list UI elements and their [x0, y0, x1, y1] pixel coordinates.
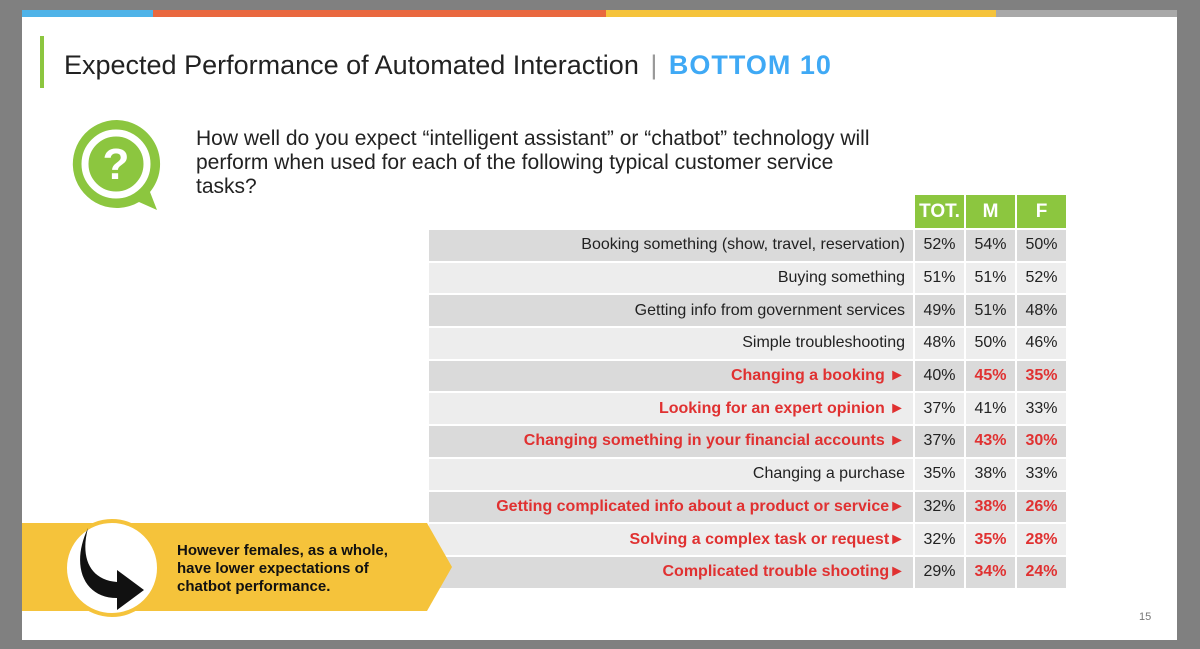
task-label: Changing something in your financial accounts ► [429, 426, 913, 457]
slide [22, 10, 1177, 640]
female-value: 30% [1017, 426, 1066, 457]
total-value: 32% [915, 524, 964, 555]
female-value: 33% [1017, 393, 1066, 424]
female-value: 48% [1017, 295, 1066, 326]
table-row [429, 524, 1066, 555]
color-bar-segment [606, 10, 996, 17]
svg-text:?: ? [102, 140, 130, 189]
task-label: Looking for an expert opinion ► [429, 393, 913, 424]
color-bar-segment [153, 10, 606, 17]
header-female: F [1017, 195, 1066, 228]
total-value: 49% [915, 295, 964, 326]
callout-text: However females, as a whole, have lower expectations of chatbot performance. [177, 542, 388, 595]
total-value: 40% [915, 361, 964, 392]
question-bubble-icon [67, 116, 167, 216]
task-label: Changing a booking ► [429, 361, 913, 392]
female-value: 26% [1017, 492, 1066, 523]
female-value: 33% [1017, 459, 1066, 490]
task-label: Booking something (show, travel, reservation) [429, 230, 913, 261]
header-blank [429, 195, 913, 228]
table-row [429, 492, 1066, 523]
header-male: M [966, 195, 1015, 228]
table-row [429, 393, 1066, 424]
female-value: 35% [1017, 361, 1066, 392]
table-row [429, 426, 1066, 457]
male-value: 50% [966, 328, 1015, 359]
table-row [429, 361, 1066, 392]
curved-arrow-right-icon [62, 518, 162, 618]
results-table [427, 193, 1068, 590]
task-label: Getting complicated info about a product or service► [429, 492, 913, 523]
slide-title [64, 50, 832, 81]
total-value: 37% [915, 393, 964, 424]
male-value: 38% [966, 492, 1015, 523]
title-accent [40, 36, 44, 88]
title-highlight: BOTTOM 10 [668, 50, 832, 80]
male-value: 43% [966, 426, 1015, 457]
male-value: 54% [966, 230, 1015, 261]
male-value: 34% [966, 557, 1015, 588]
female-value: 24% [1017, 557, 1066, 588]
male-value: 51% [966, 295, 1015, 326]
task-label: Complicated trouble shooting► [429, 557, 913, 588]
total-value: 32% [915, 492, 964, 523]
color-bar-segment [22, 10, 153, 17]
total-value: 52% [915, 230, 964, 261]
total-value: 48% [915, 328, 964, 359]
male-value: 38% [966, 459, 1015, 490]
total-value: 51% [915, 263, 964, 294]
task-label: Solving a complex task or request► [429, 524, 913, 555]
female-value: 28% [1017, 524, 1066, 555]
title-separator: | [650, 50, 658, 80]
color-bar [22, 10, 1177, 17]
survey-question: How well do you expect “intelligent assistant” or “chatbot” technology will perform when used for each of the following typical customer service tasks? [196, 127, 870, 198]
female-value: 46% [1017, 328, 1066, 359]
female-value: 52% [1017, 263, 1066, 294]
total-value: 29% [915, 557, 964, 588]
task-label: Simple troubleshooting [429, 328, 913, 359]
male-value: 35% [966, 524, 1015, 555]
table-row [429, 295, 1066, 326]
task-label: Buying something [429, 263, 913, 294]
header-total: TOT. [915, 195, 964, 228]
task-label: Changing a purchase [429, 459, 913, 490]
male-value: 41% [966, 393, 1015, 424]
female-value: 50% [1017, 230, 1066, 261]
table-row [429, 230, 1066, 261]
table-row [429, 328, 1066, 359]
total-value: 35% [915, 459, 964, 490]
table-row [429, 263, 1066, 294]
title-main: Expected Performance of Automated Interaction [64, 50, 639, 80]
page-number: 15 [1139, 611, 1152, 623]
total-value: 37% [915, 426, 964, 457]
task-label: Getting info from government services [429, 295, 913, 326]
table-row [429, 557, 1066, 588]
male-value: 51% [966, 263, 1015, 294]
color-bar-segment [996, 10, 1177, 17]
table-row [429, 459, 1066, 490]
male-value: 45% [966, 361, 1015, 392]
table-header-row [429, 195, 1066, 228]
